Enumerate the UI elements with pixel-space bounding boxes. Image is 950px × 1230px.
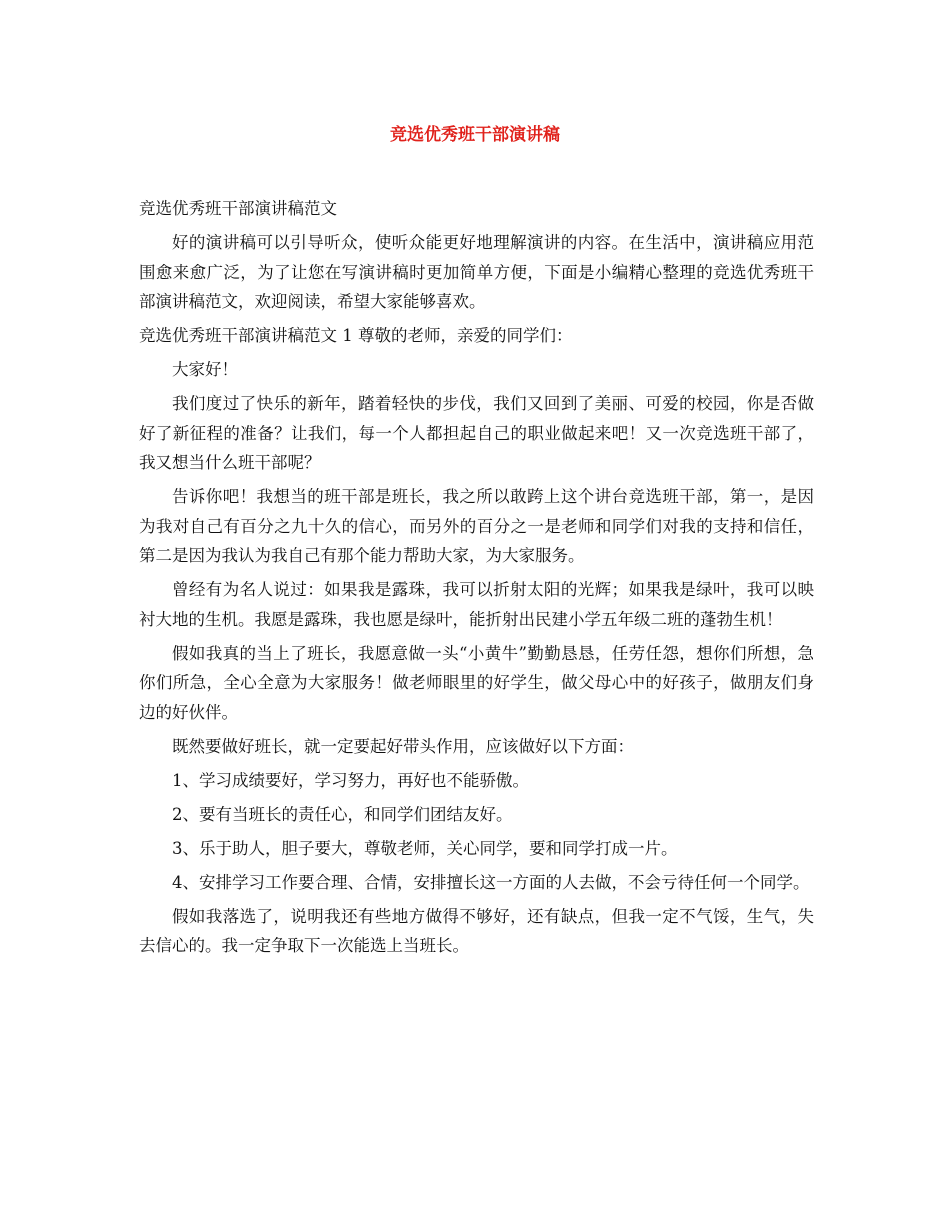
list-item: 2、要有当班长的责任心，和同学们团结友好。 xyxy=(172,804,513,824)
paragraph: 告诉你吧！我想当的班干部是班长，我之所以敢跨上这个讲台竞选班干部，第一，是因为我对自己有百分之九十久的信心，而另外的百分之一是老师和同学们对我的支持和信任，第二是因为我认为我自己有那个能力帮助大家，为大家服务。 xyxy=(139,487,814,565)
paragraph: 竞选优秀班干部演讲稿范文 xyxy=(139,199,337,218)
list-item: 3、乐于助人，胆子要大，尊敬老师，关心同学，要和同学打成一片。 xyxy=(172,838,678,858)
paragraph: 假如我真的当上了班长，我愿意做一头“小黄牛”勤勤恳恳，任劳任怨，想你们所想，急你们所急，全心全意为大家服务！做老师眼里的好学生，做父母心中的好孩子，做朋友们身边的好伙伴。 xyxy=(139,643,814,722)
list-item: 1、学习成绩要好，学习努力，再好也不能骄傲。 xyxy=(172,770,529,790)
list-item: 4、安排学习工作要合理、合情，安排擅长这一方面的人去做，不会亏待任何一个同学。 xyxy=(172,872,810,892)
paragraph: 假如我落选了，说明我还有些地方做得不够好，还有缺点，但我一定不气馁，生气，失去信心的。我一定争取下一次能选上当班长。 xyxy=(139,906,814,955)
paragraph: 我们度过了快乐的新年，踏着轻快的步伐，我们又回到了美丽、可爱的校园，你是否做好了新征程的准备？让我们，每一个人都担起自己的职业做起来吧！又一次竞选班干部了，我又想当什么班干部呢？ xyxy=(139,394,814,472)
paragraph: 大家好！ xyxy=(172,360,238,379)
paragraph: 竞选优秀班干部演讲稿范文 1 尊敬的老师，亲爱的同学们： xyxy=(139,326,573,345)
document-title: 竞选优秀班干部演讲稿 xyxy=(390,125,560,145)
paragraph: 曾经有为名人说过：如果我是露珠，我可以折射太阳的光辉；如果我是绿叶，我可以映衬大地的生机。我愿是露珠，我也愿是绿叶，能折射出民建小学五年级二班的蓬勃生机！ xyxy=(139,580,814,629)
document-body xyxy=(139,194,814,965)
paragraph: 好的演讲稿可以引导听众，使听众能更好地理解演讲的内容。在生活中，演讲稿应用范围愈来愈广泛，为了让您在写演讲稿时更加简单方便，下面是小编精心整理的竞选优秀班干部演讲稿范文，欢迎阅读，希望大家能够喜欢。 xyxy=(139,233,814,311)
paragraph: 既然要做好班长，就一定要起好带头作用，应该做好以下方面： xyxy=(172,736,634,756)
